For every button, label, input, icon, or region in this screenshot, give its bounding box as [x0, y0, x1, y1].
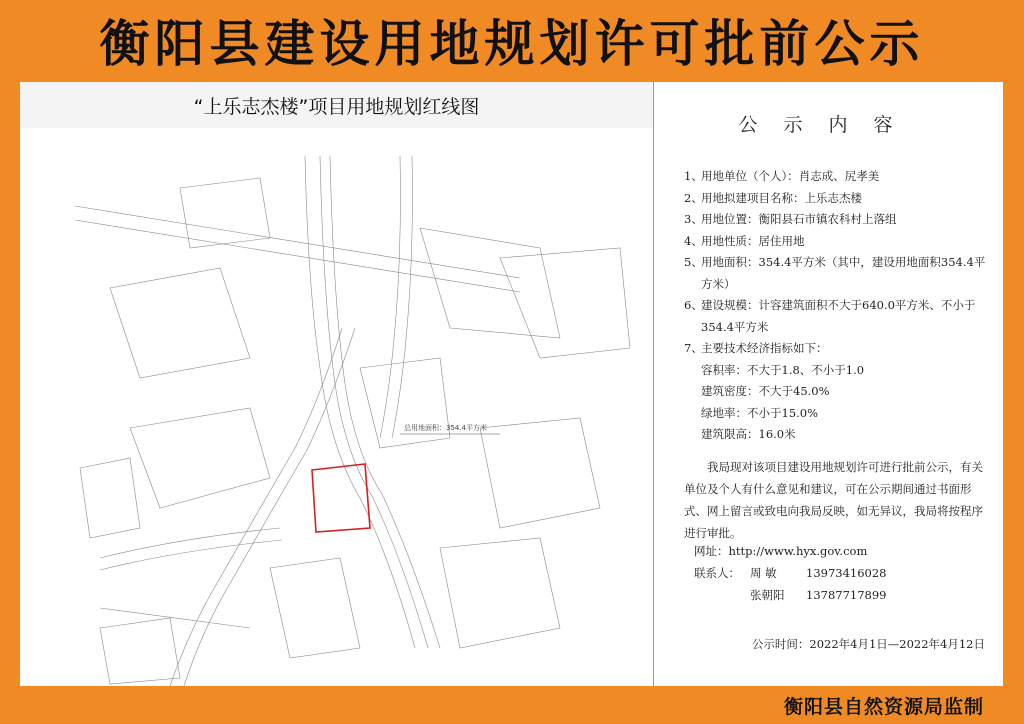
redline-map	[20, 128, 653, 686]
info-item: 7、 主要技术经济指标如下：	[684, 341, 828, 355]
footer	[748, 690, 1020, 720]
banner	[0, 0, 1024, 80]
info-item: 2、 用地拟建项目名称：上乐志杰楼	[684, 190, 862, 205]
info-item: 3、 用地位置：衡阳县石市镇农科村上落组	[684, 212, 897, 226]
info-panel	[654, 82, 1003, 686]
website-label: 网址：	[694, 544, 729, 558]
footer-text: 衡阳县自然资源局监制	[783, 695, 984, 718]
contact-name: 张朝阳	[750, 588, 785, 602]
info-item: 5、 用地面积：354.4平方米（其中，建设用地面积354.4平方米）	[684, 255, 986, 291]
map-area-annotation: 总用地面积：354.4平方米	[404, 424, 488, 432]
website-link[interactable]: http://www.hyx.gov.com	[728, 544, 868, 558]
indicator-green-ratio: 绿地率：不小于15.0%	[701, 405, 819, 420]
info-list	[684, 166, 994, 446]
indicator-plot-ratio: 容积率：不大于1.8、不小于1.0	[701, 362, 865, 377]
info-heading: 公示内容	[738, 114, 919, 136]
contact-row	[694, 584, 886, 606]
notice-paragraph: 我局现对该项目建设用地规划许可进行批前公示，有关单位及个人有什么意见和建议，可在公示期间通过书面形式、网上留言或致电向我局反映，如无异议，我局将按程序进行审批。	[684, 460, 983, 540]
contact-row	[694, 562, 886, 584]
info-item: 4、 用地性质：居住用地	[684, 233, 805, 248]
info-item: 6、 建设规模：计容建筑面积不大于640.0平方米、不小于354.4平方米	[684, 298, 976, 334]
indicator-height-limit: 建筑限高：16.0米	[701, 427, 796, 441]
info-item: 1、 用地单位（个人）：肖志成、尻孝美	[684, 169, 880, 183]
contact-phone: 13787717899	[806, 588, 887, 602]
contact-block	[694, 540, 886, 606]
publish-time: 公示时间：2022年4月1日—2022年4月12日	[751, 637, 985, 651]
contact-name: 周 敏	[750, 566, 777, 580]
map-panel	[20, 82, 654, 686]
website-row	[694, 540, 886, 562]
redline-boundary	[312, 464, 370, 532]
contact-phone: 13973416028	[806, 566, 887, 580]
map-title-bar	[20, 82, 653, 128]
indicator-building-density: 建筑密度：不大于45.0%	[701, 384, 830, 398]
notice-board	[20, 82, 1003, 686]
contact-label: 联系人：	[694, 566, 740, 580]
banner-title: 衡阳县建设用地规划许可批前公示	[99, 14, 925, 73]
map-title: “上乐志杰楼”项目用地规划红线图	[193, 95, 480, 118]
